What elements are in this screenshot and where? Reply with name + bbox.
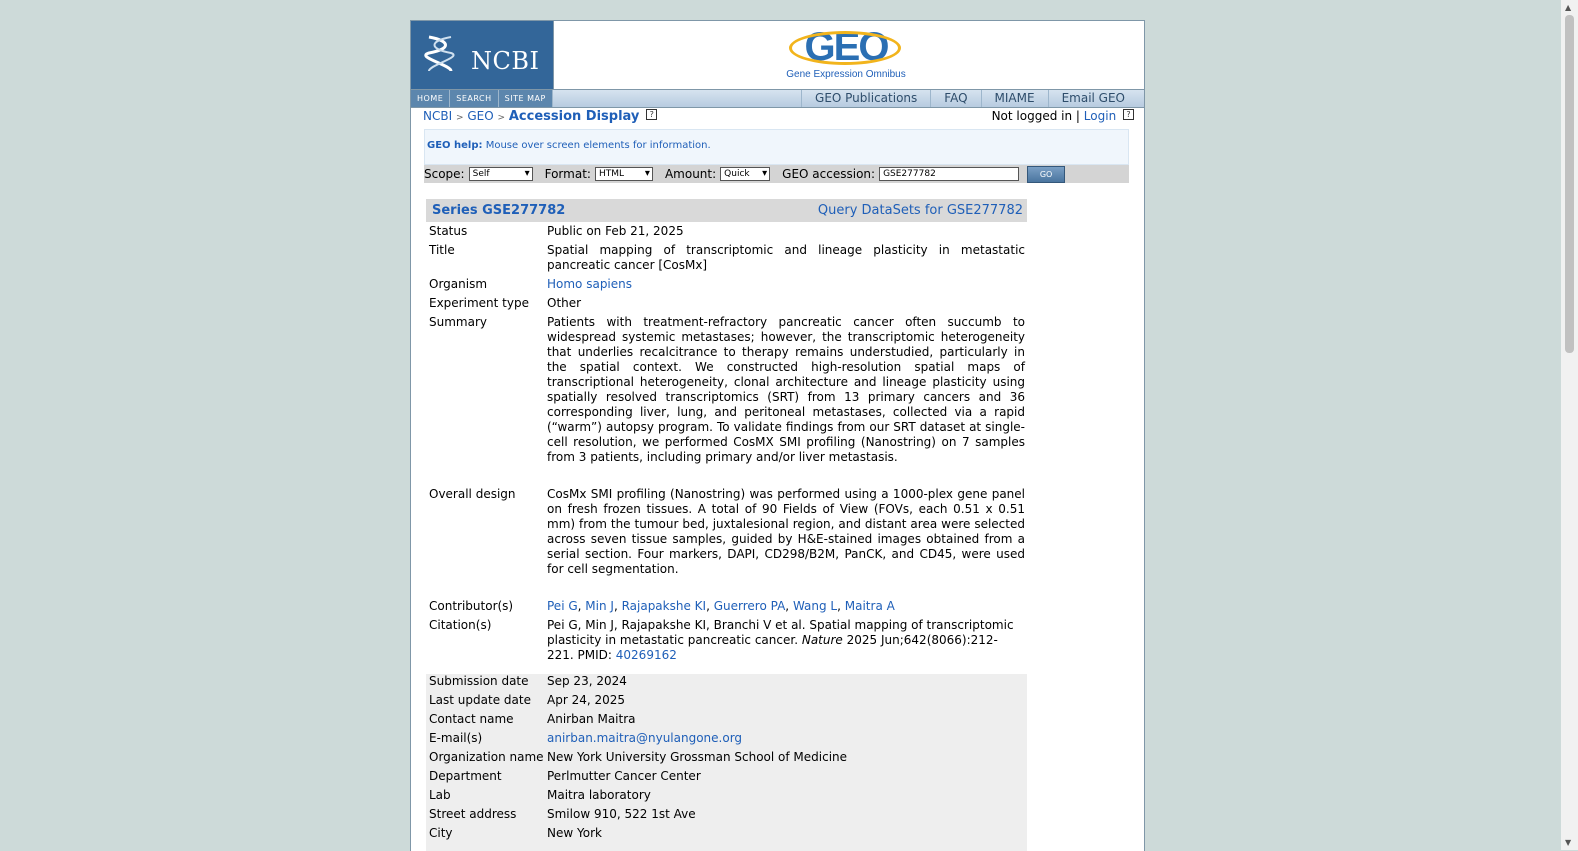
contributor-link[interactable]: Guerrero PA [713,599,786,613]
geo-logo[interactable] [781,27,911,89]
breadcrumb [423,109,657,124]
login-status: Not logged in [991,109,1073,123]
field-label: Contributor(s) [429,599,514,613]
account-status [992,109,1134,123]
geo-page [410,20,1145,851]
row-experiment-type [426,296,1027,315]
login-divider: | [1075,109,1080,123]
scroll-down-arrow[interactable]: ▼ [1565,838,1572,847]
citation-text: Pei G, Min J, Rajapakshe KI, Branchi V et al. Spatial mapping of transcriptomic plasticity in metastatic pancreatic cancer. [547,618,1014,647]
contributor-link[interactable]: Pei G [547,599,578,613]
row-city [426,826,1027,851]
ncbi-nav [411,90,553,107]
scope-label: Scope: [424,167,465,181]
nav-geo-publications[interactable]: GEO Publications [801,90,930,107]
field-value: Anirban Maitra [547,712,636,726]
breadcrumb-geo[interactable]: GEO [467,109,494,123]
field-label: Citation(s) [429,618,492,632]
help-label: GEO help: [427,140,483,151]
field-label: Organization name [429,750,544,764]
geo-logo-text: GEO [804,25,888,69]
dna-helix-icon [423,33,457,75]
row-summary [426,315,1027,485]
nav-email-geo[interactable]: Email GEO [1048,90,1138,107]
row-title [426,243,1027,277]
row-submission-date [426,674,1027,693]
nav-home[interactable]: HOME [411,90,450,107]
scroll-up-arrow[interactable]: ▲ [1565,3,1572,12]
row-email [426,731,1027,750]
scope-select[interactable]: Self ▾ [469,167,533,181]
page-title: Accession Display [508,109,640,124]
field-value: Spatial mapping of transcriptomic and lineage plasticity in metastatic pancreatic cancer [CosMx] [547,243,1025,272]
field-label: E-mail(s) [429,731,483,745]
header [411,21,1144,89]
nav-site-map[interactable]: SITE MAP [499,90,553,107]
field-value: New York [547,826,602,840]
field-value: New York University Grossman School of Medicine [547,750,848,764]
nav-search[interactable]: SEARCH [450,90,498,107]
field-label: Lab [429,788,451,802]
geo-ring-icon [789,31,901,65]
field-label: Overall design [429,487,516,501]
contributor-link[interactable]: Rajapakshe KI [621,599,707,613]
go-button[interactable]: GO [1027,166,1065,183]
row-overall-design [426,487,1027,599]
field-label: Title [429,243,455,257]
field-label: Last update date [429,693,531,707]
amount-select[interactable]: Quick ▾ [720,167,770,181]
field-label: Status [429,224,468,238]
field-value: Public on Feb 21, 2025 [547,224,684,238]
login-link[interactable]: Login [1083,109,1117,123]
contributor-link[interactable]: Maitra A [844,599,895,613]
ncbi-logo[interactable] [411,21,554,89]
breadcrumb-ncbi[interactable]: NCBI [423,109,453,123]
accession-input[interactable]: GSE277782 [879,167,1019,181]
field-value: Sep 23, 2024 [547,674,627,688]
nav-faq[interactable]: FAQ [930,90,980,107]
nav-miame[interactable]: MIAME [981,90,1048,107]
row-lab [426,788,1027,807]
format-label: Format: [544,167,591,181]
field-value: Patients with treatment-refractory pancreatic cancer often succumb to widespread systemic metastases; however, the transcriptomic heterogeneity that underlies recalcitrance to therapy remains understudied, particularly in the spatial context. We constructed high-resolution spatial maps of transcriptional heterogeneity, clonal architecture and lineage plasticity using spatially resolved transcriptomics (SRT) from 13 primary cancers and 36 corresponding liver, lung, and peritoneal metastases, collected via a rapid (“warm”) autopsy program. To validate findings from our SRT dataset at single-cell resolution, we performed CosMX SMI profiling (Nanostring) on 7 samples from 3 patients, including primary and/or liver metastasis. [547,315,1025,464]
series-title: Series GSE277782 [432,203,566,218]
field-value: Pei G, Min J, Rajapakshe KI, Guerrero PA, Wang L, Maitra A [547,599,895,613]
field-value: Perlmutter Cancer Center [547,769,701,783]
breadcrumb-separator: > [497,113,506,123]
ncbi-logo-text: NCBI [471,47,540,75]
breadcrumb-separator: > [455,113,464,123]
accession-label: GEO accession: [782,167,876,181]
field-label: Experiment type [429,296,529,310]
help-text: Mouse over screen elements for information. [485,140,711,151]
field-label: Summary [429,315,487,329]
pmid-link[interactable]: 40269162 [615,648,677,662]
field-value: Smilow 910, 522 1st Ave [547,807,696,821]
query-bar [424,165,1129,183]
row-last-update [426,693,1027,712]
format-select[interactable]: HTML ▾ [595,167,653,181]
organism-link[interactable]: Homo sapiens [547,277,633,291]
geo-help-box [424,129,1129,165]
help-icon[interactable]: ? [646,109,657,120]
query-datasets-link[interactable]: Query DataSets for GSE277782 [817,203,1023,218]
row-organism [426,277,1027,296]
citation-journal: Nature [801,633,843,647]
row-street-address [426,807,1027,826]
row-citation [426,618,1027,666]
series-header [426,199,1027,222]
field-value: Apr 24, 2025 [547,693,626,707]
field-label: Submission date [429,674,529,688]
scrollbar-thumb[interactable] [1565,15,1574,353]
field-label: Contact name [429,712,514,726]
contributor-link[interactable]: Min J [585,599,614,613]
field-value: CosMx SMI profiling (Nanostring) was performed using a 1000-plex gene panel on fresh frozen tissues. A total of 90 Fields of View (FOVs, each 0.51 x 0.51 mm) from the tumour bed, juxtalesional region, and distant area were selected across seven tissue samples, guided by H&E-stained images obtained from a serial section. Four markers, DAPI, CD298/B2M, PanCK, and CD45, were used for cell segmentation. [547,487,1025,576]
field-label: Street address [429,807,517,821]
field-value: Other [547,296,582,310]
row-department [426,769,1027,788]
field-label: Department [429,769,502,783]
citation-details: 2025 Jun;642(8066):212-221. PMID: [547,633,998,662]
amount-label: Amount: [664,167,717,181]
field-value [547,618,1017,663]
field-value: Maitra laboratory [547,788,651,802]
field-label: Organism [429,277,488,291]
help-icon[interactable]: ? [1123,109,1134,120]
email-link[interactable]: anirban.maitra@nyulangone.org [547,731,743,745]
contributor-link[interactable]: Wang L [792,599,838,613]
geo-subtitle: Gene Expression Omnibus [786,69,906,80]
geo-nav [801,90,1138,107]
field-label: City [429,826,453,840]
row-contributors [426,599,1027,618]
browser-scrollbar[interactable] [1561,0,1578,850]
row-contact-name [426,712,1027,731]
row-status [426,224,1027,243]
nav-bar [411,89,1144,108]
row-organization [426,750,1027,769]
